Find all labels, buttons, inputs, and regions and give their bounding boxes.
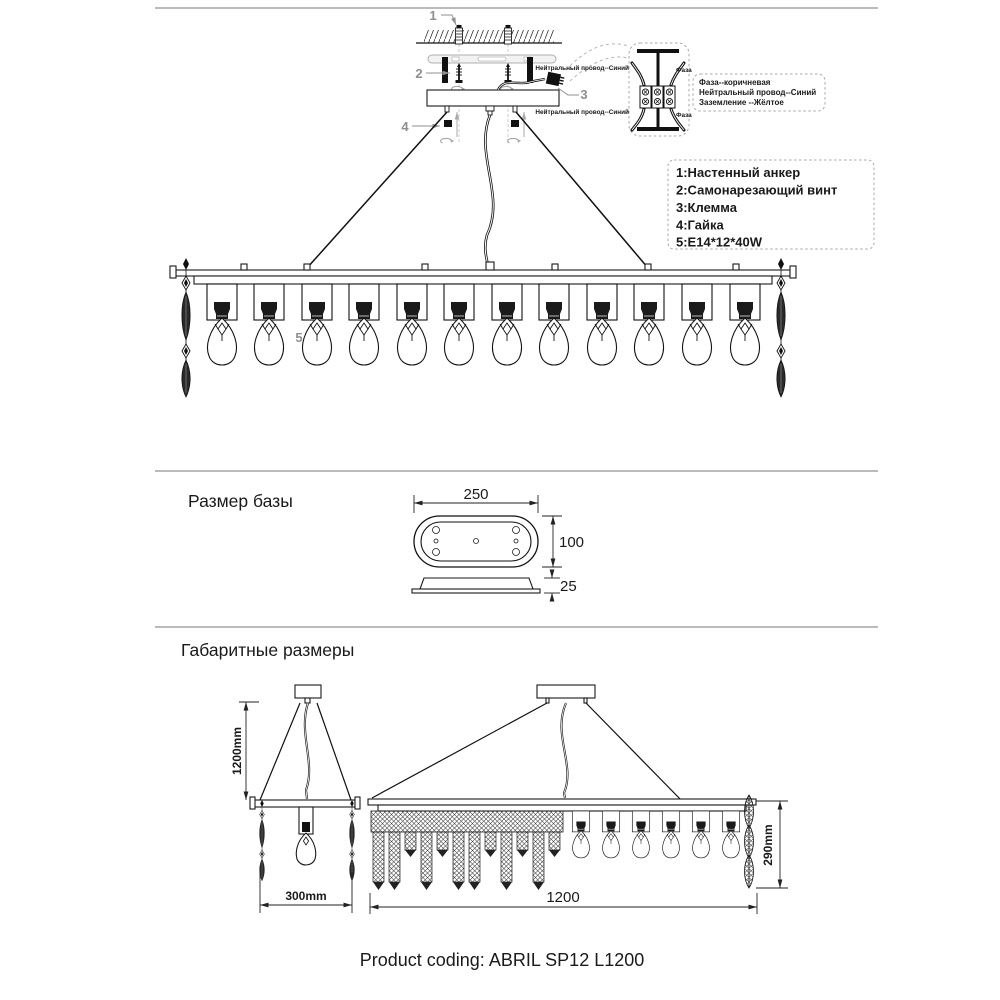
suspension-wires (305, 112, 650, 269)
parts-item-2: 2:Самонарезающий винт (676, 182, 838, 198)
side-crystal-left (260, 800, 265, 881)
crystal-drop-right (777, 258, 785, 397)
wall-anchor-left (456, 25, 463, 44)
phase-label-top: Фаза (676, 67, 692, 74)
neutral-wire-label-top: Нейтральный провод--Синий (535, 65, 629, 72)
front-view-bulbs (572, 811, 739, 858)
wire-color-neutral: Нейтральный провод--Синий (699, 88, 817, 97)
base-size-section (188, 486, 584, 601)
dim-290mm: 290mm (761, 824, 775, 866)
nuts (441, 112, 524, 143)
overall-size-section (181, 640, 788, 914)
callout-5: 5 (295, 330, 303, 345)
installation-diagram (170, 8, 874, 397)
crystal-strands (371, 811, 563, 890)
dim-25: 25 (560, 578, 577, 595)
plug-connector (546, 72, 565, 87)
wall-anchor-right (505, 25, 512, 44)
side-view (250, 685, 360, 881)
parts-item-1: 1:Настенный анкер (676, 165, 801, 180)
parts-item-5: 5:E14*12*40W (676, 234, 762, 250)
base-top-view (414, 516, 538, 567)
base-side-view (412, 578, 540, 593)
callout-4: 4 (401, 119, 409, 134)
front-view (368, 685, 756, 890)
screw-right (505, 63, 512, 83)
base-size-title: Размер базы (188, 491, 293, 511)
product-coding: Product coding: ABRIL SP12 L1200 (359, 950, 645, 970)
callout-2: 2 (415, 66, 423, 81)
dim-250: 250 (463, 486, 489, 503)
callout-1-leader (441, 15, 456, 25)
parts-item-3: 3:Клемма (676, 200, 737, 215)
wire-color-ground: Заземление --Жёлтое (699, 98, 784, 107)
end-crystal-strand (745, 795, 754, 888)
callout-3: 3 (580, 87, 588, 102)
chandelier-bar (170, 262, 796, 284)
dim-100: 100 (559, 534, 585, 551)
neutral-wire-label-bottom: Нейтральный провод--Синий (535, 109, 629, 116)
callout-1: 1 (429, 8, 437, 23)
crystal-drop-left (182, 258, 190, 397)
wire-colors-box (693, 74, 825, 111)
parts-list (668, 160, 874, 250)
dim-1200: 1200 (546, 889, 580, 906)
wire-color-phase: Фаза--коричневая (699, 78, 771, 87)
dim-300mm: 300mm (285, 889, 327, 903)
ceiling (416, 30, 562, 43)
side-view-bulb (296, 807, 315, 865)
side-crystal-right (350, 800, 355, 881)
dim-1200mm: 1200mm (230, 726, 244, 776)
candle-bulbs (207, 284, 760, 365)
overall-size-title: Габаритные размеры (181, 640, 355, 660)
callout-3-leader (558, 88, 579, 95)
parts-item-4: 4:Гайка (676, 217, 724, 233)
screw-left (456, 63, 463, 83)
phase-label-bottom: Фаза (676, 112, 692, 119)
